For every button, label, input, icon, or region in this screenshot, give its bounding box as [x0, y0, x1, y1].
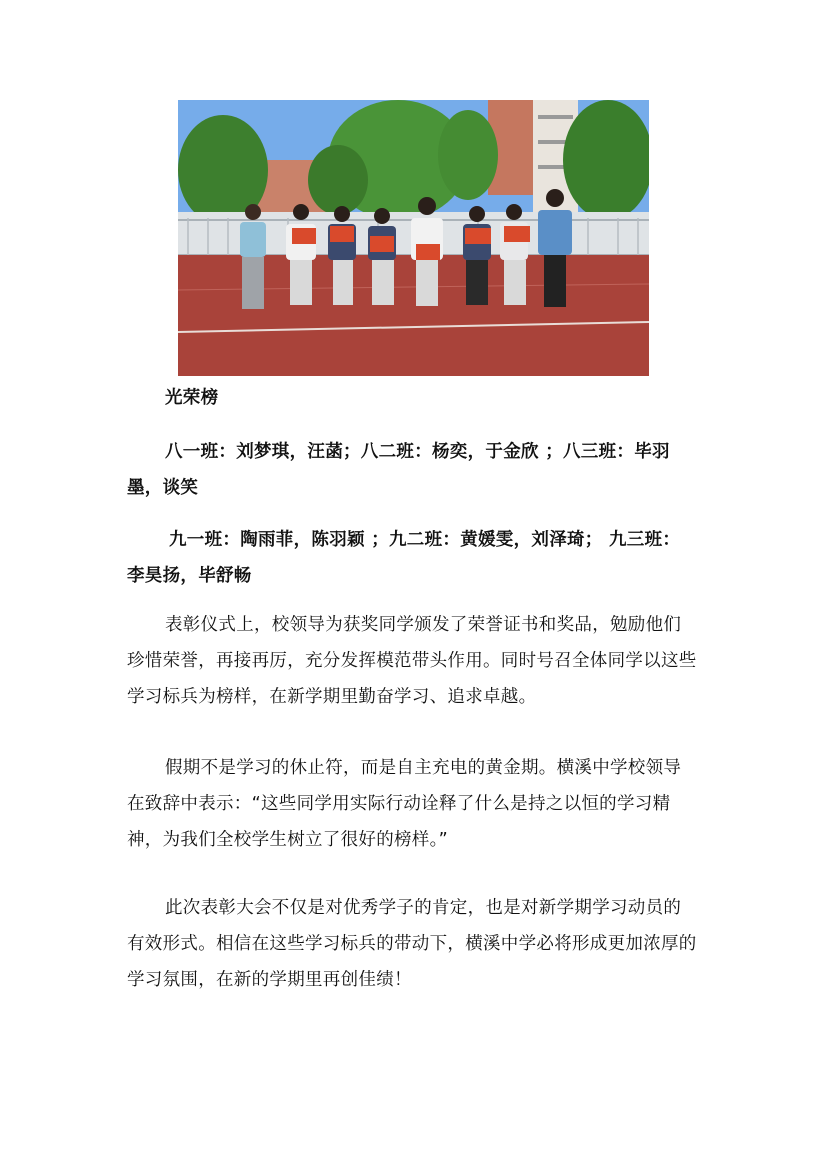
honor-title: 光荣榜 — [165, 388, 219, 408]
honor-grade9: 九一班：陶雨菲，陈羽颖 ；九二班：黄媛雯，刘泽琦； 九三班：李昊扬，毕舒畅 — [127, 530, 681, 586]
honor-grade8: 八一班：刘梦琪，汪菡；八二班：杨奕，于金欣 ；八三班：毕羽墨，谈笑 — [127, 442, 670, 498]
award-ceremony-photo — [178, 100, 649, 376]
paragraph-3: 此次表彰大会不仅是对优秀学子的肯定，也是对新学期学习动员的有效形式。相信在这些学习标兵的带动下，横溪中学必将形成更加浓厚的学习氛围，在新的学期里再创佳绩！ — [127, 898, 697, 990]
award-ceremony-photo-icon — [178, 100, 649, 376]
paragraph-1: 表彰仪式上，校领导为获奖同学颁发了荣誉证书和奖品，勉励他们珍惜荣誉，再接再厉，充分发挥模范带头作用。同时号召全体同学以这些学习标兵为榜样，在新学期里勤奋学习、追求卓越。 — [127, 615, 697, 707]
paragraph-2: 假期不是学习的休止符，而是自主充电的黄金期。横溪中学校领导在致辞中表示：“这些同学用实际行动诠释了什么是持之以恒的学习精神，为我们全校学生树立了很好的榜样。” — [127, 758, 682, 850]
